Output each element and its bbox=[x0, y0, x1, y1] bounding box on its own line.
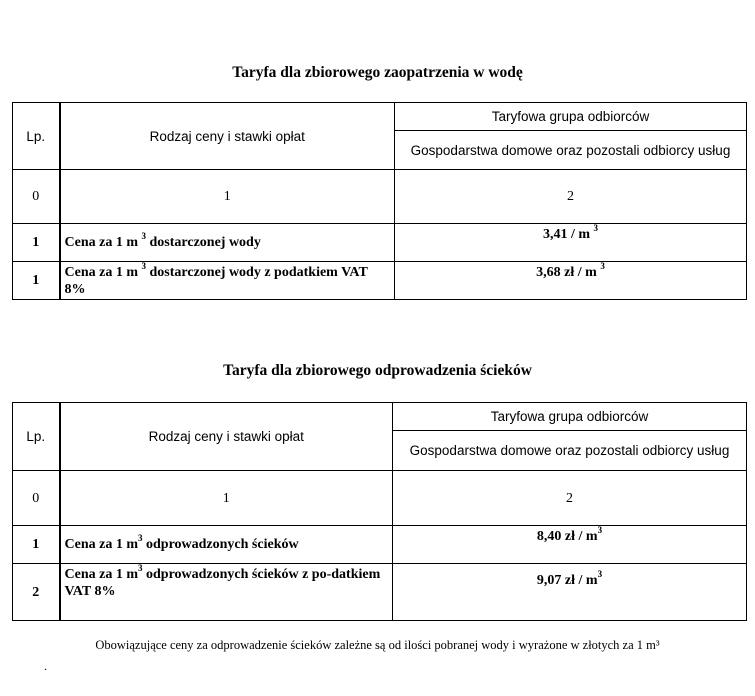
row-number: 1 bbox=[13, 262, 60, 300]
lp-header: Lp. bbox=[13, 103, 60, 170]
row-value: 9,07 zł / $m^3$ bbox=[393, 564, 747, 621]
rodzaj-header: Rodzaj ceny i stawki opłat bbox=[60, 403, 393, 471]
row-number: 2 bbox=[13, 564, 60, 621]
rodzaj-header: Rodzaj ceny i stawki opłat bbox=[60, 103, 395, 170]
water-tariff-table bbox=[12, 102, 747, 300]
row-value: 8,40 zł / $m^3$ bbox=[393, 526, 747, 564]
grupa-header: Taryfowa grupa odbiorców bbox=[395, 103, 747, 131]
index-cell: 2 bbox=[395, 170, 747, 224]
index-cell: 0 bbox=[13, 170, 60, 224]
row-number: 1 bbox=[13, 224, 60, 262]
odbiorcy-header: Gospodarstwa domowe oraz pozostali odbiorcy usług bbox=[395, 131, 747, 170]
lp-header: Lp. bbox=[13, 403, 60, 471]
index-cell: 1 bbox=[60, 170, 395, 224]
sewage-tariff-table bbox=[12, 402, 747, 621]
index-cell: 1 bbox=[60, 471, 393, 526]
index-cell: 2 bbox=[393, 471, 747, 526]
index-cell: 0 bbox=[13, 471, 60, 526]
row-number: 1 bbox=[13, 526, 60, 564]
odbiorcy-header: Gospodarstwa domowe oraz pozostali odbiorcy usług bbox=[393, 431, 747, 471]
row-label: Cena za 1 $m^3$ odprowadzonych ścieków bbox=[60, 526, 393, 564]
row-label: Cena za 1 $m^3$ odprowadzonych ścieków z po-datkiem VAT 8% bbox=[60, 564, 393, 621]
trailing-mark: . bbox=[44, 659, 47, 673]
water-tariff-title: Taryfa dla zbiorowego zaopatrzenia w wodę bbox=[232, 64, 523, 81]
row-value: 3,41 / m $^3$ bbox=[395, 224, 747, 262]
grupa-header: Taryfowa grupa odbiorców bbox=[393, 403, 747, 431]
sewage-tariff-title: Taryfa dla zbiorowego odprowadzenia ścieków bbox=[223, 362, 532, 379]
row-label: Cena za 1 m $^3$ dostarczonej wody bbox=[60, 224, 395, 262]
footnote: Obowiązujące ceny za odprowadzenie ścieków zależne są od ilości pobranej wody i wyrażone w złotych za 1 m³ bbox=[95, 638, 660, 652]
row-value: 3,68 zł / m $^3$ bbox=[395, 262, 747, 300]
row-label: Cena za 1 m $^3$ dostarczonej wody z podatkiem VAT 8% bbox=[60, 262, 395, 300]
